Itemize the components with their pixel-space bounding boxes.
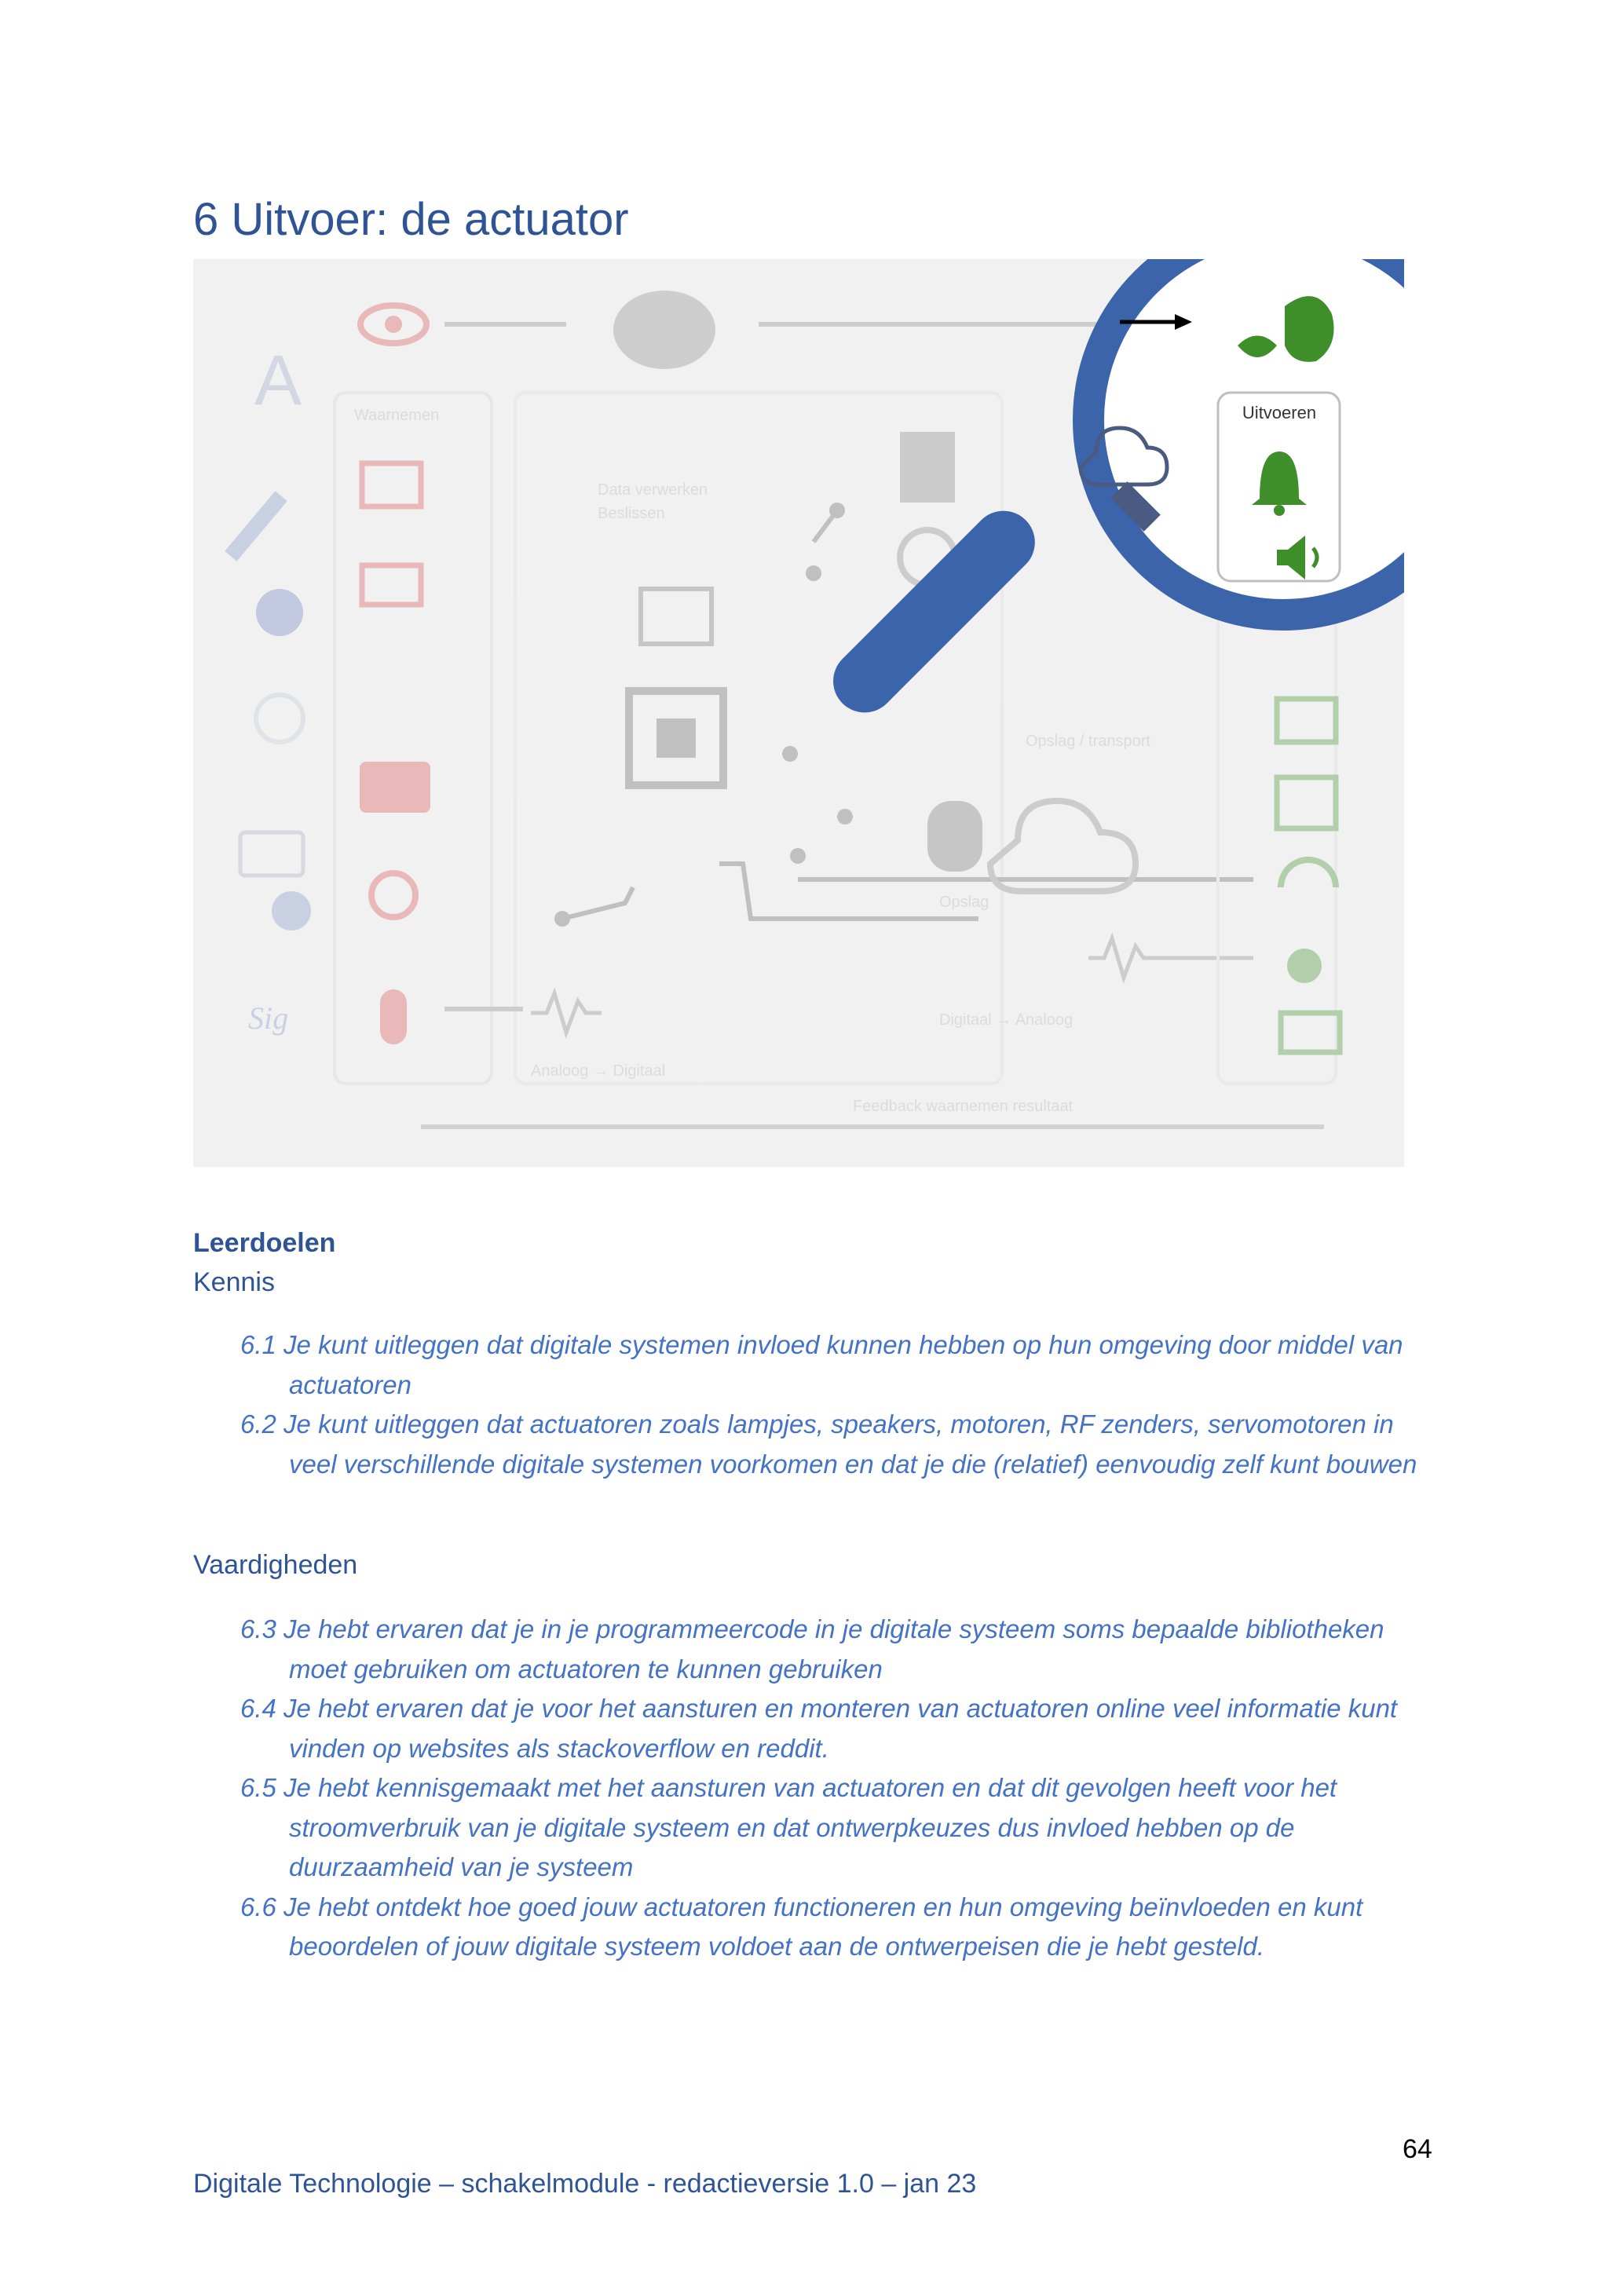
person-screen-icon [240, 832, 303, 876]
learning-goal-6-2: 6.2 Je kunt uitleggen dat actuatoren zoals lampjes, speakers, motoren, RF zenders, servomotoren in veel verschillende digitale systemen voorkomen en dat je die (relatief) eenvoudig zelf kunt bouwen [240, 1409, 1417, 1479]
digital-analog-wave-icon [1088, 938, 1253, 978]
page-number: 64 [1403, 2134, 1432, 2164]
feedback-label: Feedback waarnemen resultaat [853, 1098, 1074, 1115]
analoog-digitaal-label: Analoog → Digitaal [531, 1062, 666, 1080]
kennis-list [240, 1325, 1434, 1484]
font-a-icon: A [254, 342, 302, 420]
kennis-heading: Kennis [193, 1267, 275, 1297]
hand-icon [256, 589, 303, 636]
speaker-box-icon [1277, 777, 1336, 828]
monitor-icon [1277, 699, 1336, 742]
database-icon [927, 801, 982, 872]
phone-icon [1287, 949, 1322, 983]
verwerken-label: Data verwerken [598, 481, 708, 499]
camera-icon [360, 762, 430, 813]
code-icon [641, 589, 711, 644]
footer-text: Digitale Technologie – schakelmodule - redactieversie 1.0 – jan 23 [193, 2169, 977, 2199]
opslag-label: Opslag [939, 894, 989, 911]
learning-goal-6-3: 6.3 Je hebt ervaren dat je in je programmeercode in je digitale systeem soms bepaalde bibliotheken moet gebruiken om actuatoren te kunnen gebruiken [240, 1614, 1384, 1684]
pencil-icon [225, 491, 287, 561]
person-icon [272, 891, 311, 930]
transport-label: Opslag / transport [1026, 733, 1150, 750]
analog-wave-icon [531, 993, 602, 1033]
vaardigheden-list [240, 1610, 1434, 1967]
brain-icon [613, 291, 715, 369]
headphones-icon [1281, 860, 1336, 887]
actuator-illustration [193, 259, 1404, 1167]
signature-icon: Sig [248, 1000, 289, 1036]
digitaal-analoog-label: Digitaal → Analoog [939, 1011, 1074, 1029]
storage-server-icon [900, 432, 955, 503]
sign-icon [362, 463, 421, 506]
microphone-icon [380, 989, 407, 1044]
learning-goal-6-4: 6.4 Je hebt ervaren dat je voor het aansturen en monteren van actuatoren online veel informatie kunt vinden op websites als stackoverflow en reddit. [240, 1694, 1398, 1763]
laptop-icon [362, 565, 421, 605]
learning-goals-heading: Leerdoelen [193, 1228, 336, 1258]
learning-goal-6-5: 6.5 Je hebt kennisgemaakt met het aansturen van actuatoren en dat dit gevolgen heeft voor het stroomverbruik van je digitale systeem en dat ontwerpkeuzes dus invloed hebben op de duurzaamheid van je systeem [240, 1773, 1337, 1881]
learning-goal-6-1: 6.1 Je kunt uitleggen dat digitale systemen invloed kunnen hebben op hun omgeving door middel van actuatoren [240, 1330, 1403, 1399]
beslissen-label: Beslissen [598, 505, 665, 522]
vaardigheden-heading: Vaardigheden [193, 1550, 358, 1580]
uitvoeren-label: Uitvoeren [1242, 403, 1317, 422]
webcam-icon [371, 873, 415, 917]
map-icon [1281, 1013, 1340, 1052]
page-title: 6 Uitvoer: de actuator [193, 194, 629, 245]
learning-goal-6-6: 6.6 Je hebt ontdekt hoe goed jouw actuatoren functioneren en hun omgeving beïnvloeden en kunt beoordelen of jouw digitale systeem voldoet aan de ontwerpeisen die je hebt gesteld. [240, 1892, 1363, 1961]
waarnemen-panel [335, 393, 492, 1084]
waarnemen-label: Waarnemen [354, 407, 440, 424]
lightbulb-icon [256, 695, 303, 742]
